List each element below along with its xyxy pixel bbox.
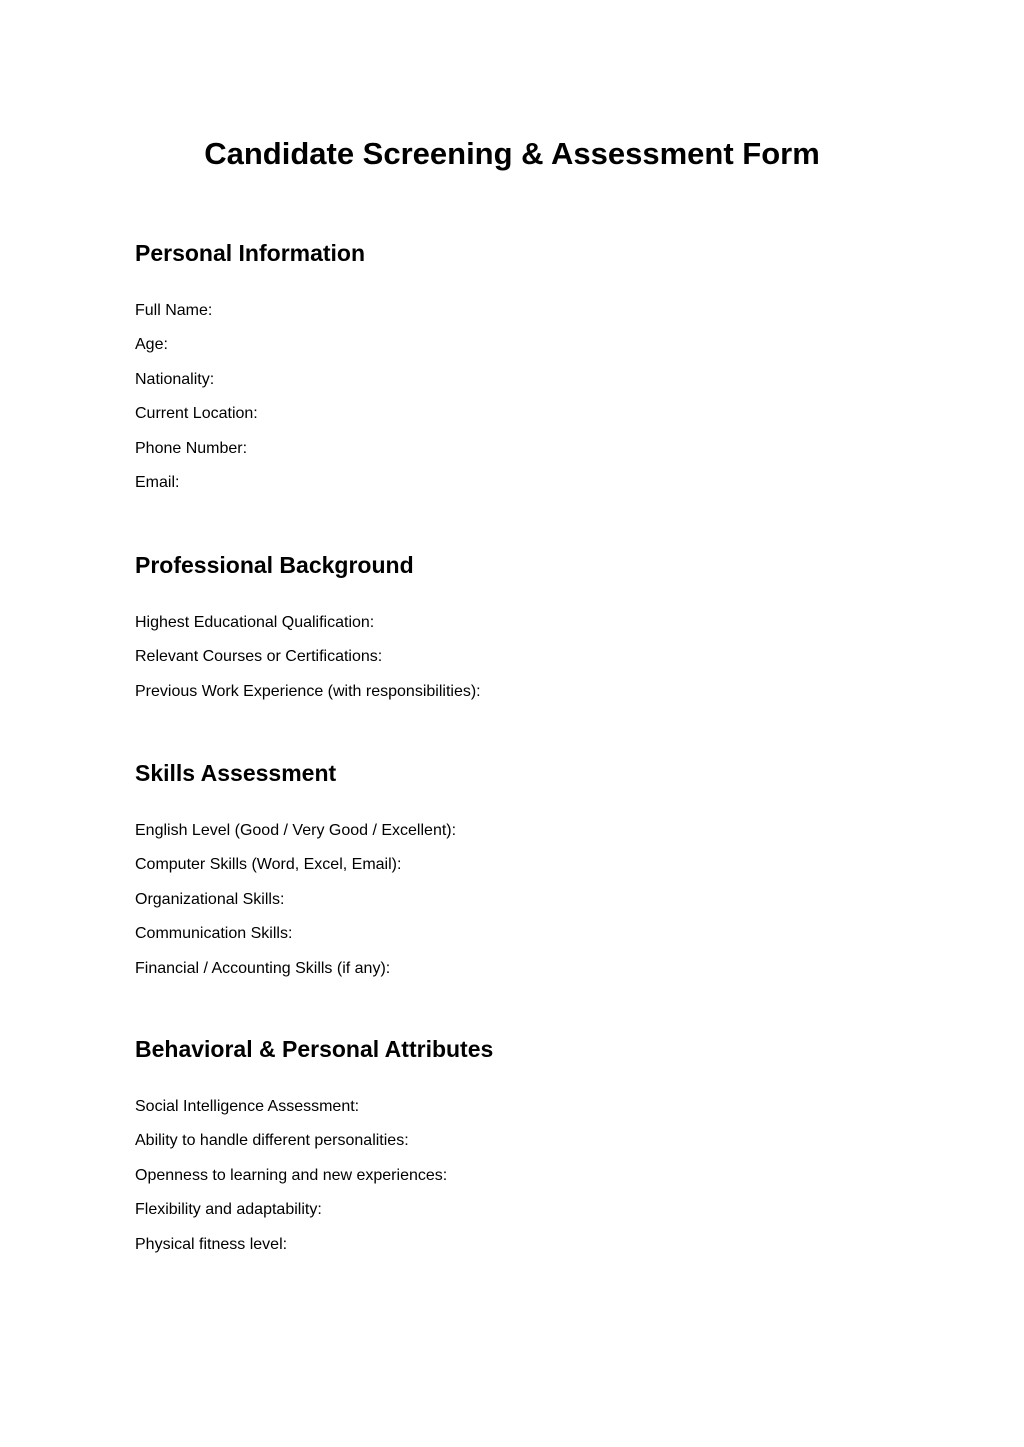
- field-full-name: Full Name:: [135, 302, 213, 319]
- field-nationality: Nationality:: [135, 370, 215, 388]
- field-list: [135, 606, 895, 709]
- section-heading: Personal Information: [135, 240, 366, 266]
- field-handle-personalities: Ability to handle different personalities:: [135, 1132, 409, 1150]
- field-phone-number: Phone Number:: [135, 439, 248, 457]
- field-flexibility: Flexibility and adaptability:: [135, 1201, 322, 1219]
- field-communication-skills: Communication Skills:: [135, 925, 293, 943]
- field-email: Email:: [135, 473, 180, 491]
- section-professional-background: [135, 550, 895, 709]
- field-list: [135, 1090, 895, 1262]
- field-current-location: Current Location:: [135, 405, 258, 423]
- section-heading: Professional Background: [135, 552, 414, 578]
- section-heading: Behavioral & Personal Attributes: [135, 1036, 494, 1062]
- section-behavioral-attributes: [135, 1034, 895, 1262]
- document-title: Candidate Screening & Assessment Form: [204, 136, 820, 171]
- field-english-level: English Level (Good / Very Good / Excellent):: [135, 822, 457, 839]
- field-courses-certifications: Relevant Courses or Certifications:: [135, 648, 383, 666]
- section-skills-assessment: [135, 758, 895, 986]
- field-financial-skills: Financial / Accounting Skills (if any):: [135, 959, 391, 977]
- field-social-intelligence: Social Intelligence Assessment:: [135, 1098, 360, 1115]
- field-highest-education: Highest Educational Qualification:: [135, 614, 375, 631]
- field-age: Age:: [135, 336, 168, 354]
- field-organizational-skills: Organizational Skills:: [135, 890, 285, 908]
- field-openness-to-learning: Openness to learning and new experiences:: [135, 1166, 448, 1184]
- section-personal-information: [135, 238, 895, 500]
- field-computer-skills: Computer Skills (Word, Excel, Email):: [135, 856, 402, 874]
- field-list: [135, 814, 895, 986]
- field-work-experience: Previous Work Experience (with responsibilities):: [135, 682, 481, 700]
- field-physical-fitness: Physical fitness level:: [135, 1235, 288, 1253]
- section-heading: Skills Assessment: [135, 760, 337, 786]
- field-list: [135, 294, 895, 500]
